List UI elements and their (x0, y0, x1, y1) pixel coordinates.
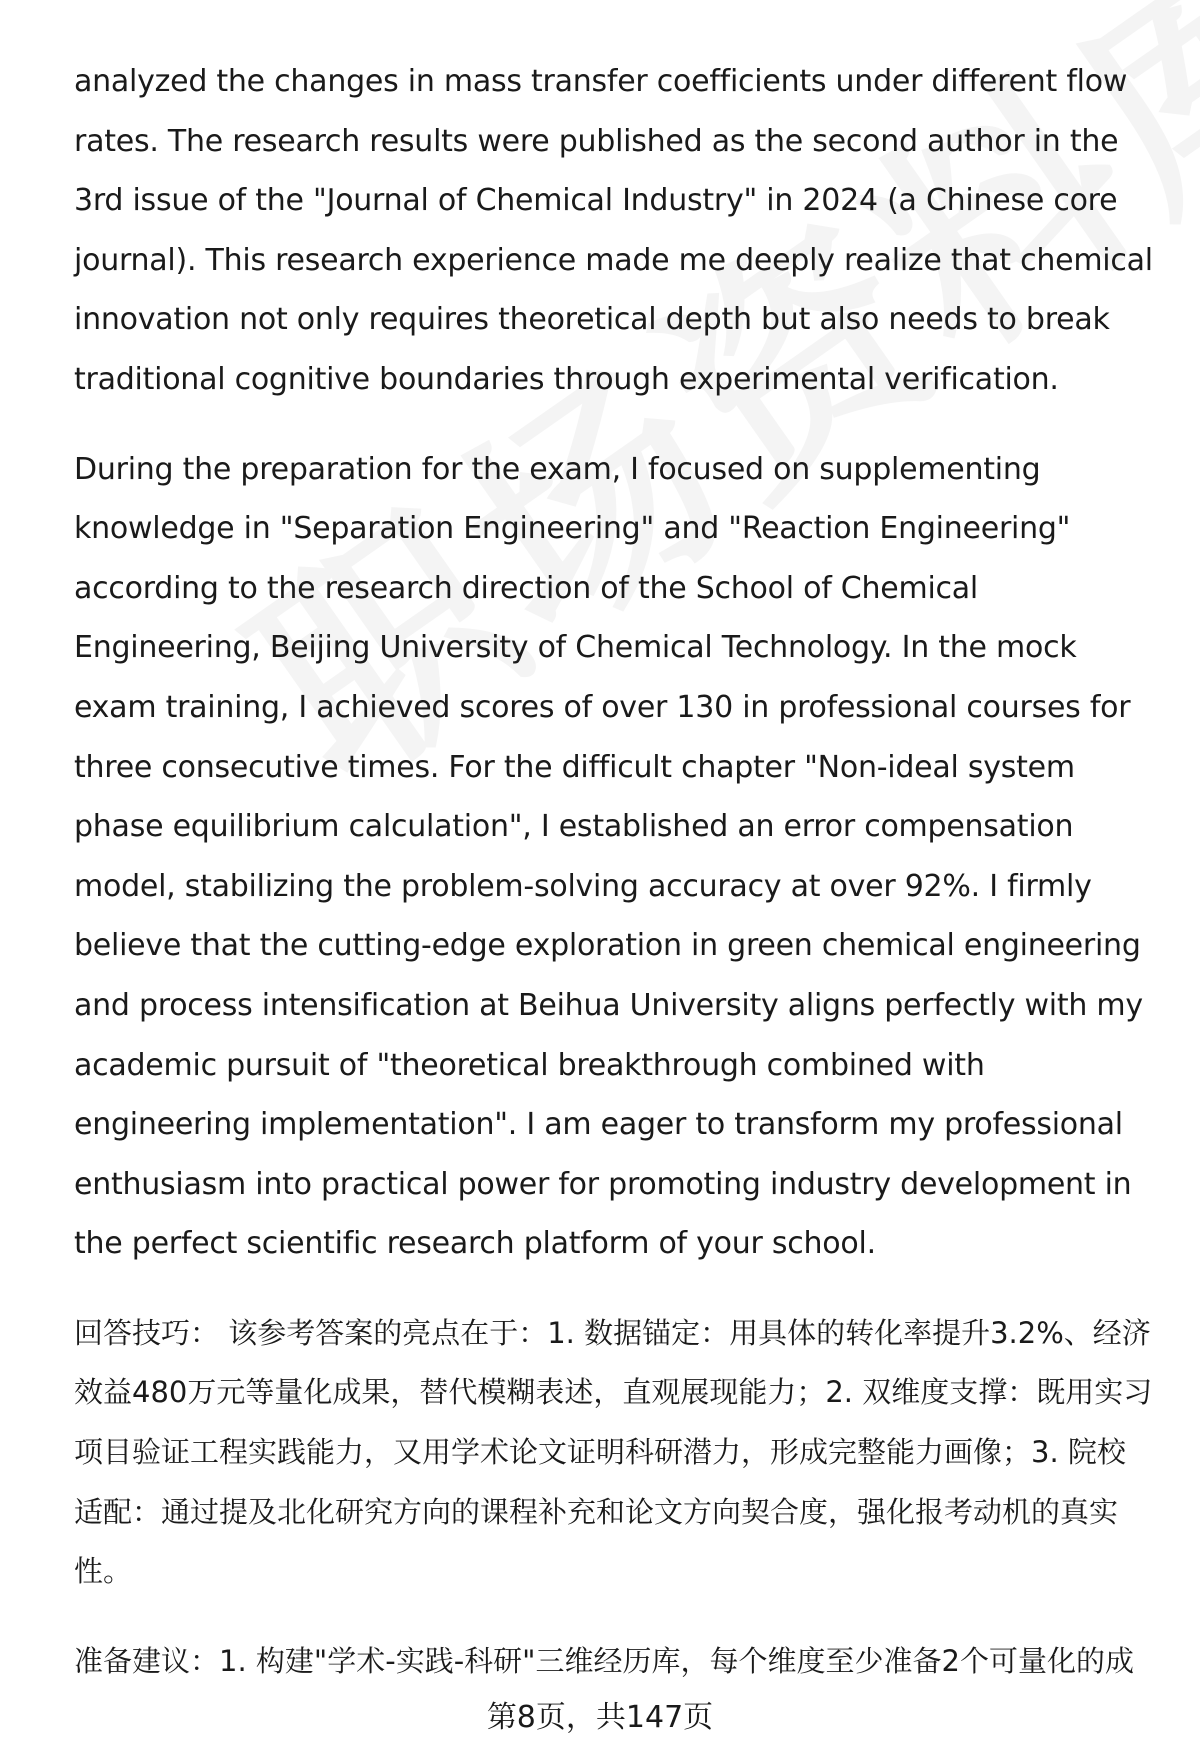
paragraph-answer-tips: 回答技巧： 该参考答案的亮点在于：1. 数据锚定：用具体的转化率提升3.2%、经济效益480万元等量化成果，替代模糊表述，直观展现能力；2. 双维度支撑：既用实习项目验证工程实践能力，又用学术论文证明科研潜力，形成完整能力画像；3. 院校适配：通过提及北化研究方向的课程补充和论文方向契合度，强化报考动机的真实性。 (74, 1315, 1153, 1589)
page-number-footer: 第8页，共147页 (486, 1700, 714, 1735)
paragraph-research-experience: analyzed the changes in mass transfer coefficients under different flow rates. The research results were published as the second author in the 3rd issue of the "Journal of Chemical Industry" in 2024 (a Chinese core journal). This research experience made me deeply realize that chemical innovation not only requires theoretical depth but also needs to break traditional cognitive boundaries through experimental verification. (74, 64, 1153, 397)
paragraph-preparation-advice: 准备建议：1. 构建"学术-实践-科研"三维经历库，每个维度至少准备2个可量化的成 (74, 1643, 1134, 1678)
paragraph-exam-preparation: During the preparation for the exam, I focused on supplementing knowledge in "Separation Engineering" and "Reaction Engineering" according to the research direction of the School of Chemical Engineering, Beijing University of Chemical Technology. In the mock exam training, I achieved scores of over 130 in professional courses for three consecutive times. For the difficult chapter "Non-ideal system phase equilibrium calculation", I established an error compensation model, stabilizing the problem-solving accuracy at over 92%. I firmly believe that the cutting-edge exploration in green chemical engineering and process intensification at Beihua University aligns perfectly with my academic pursuit of "theoretical breakthrough combined with engineering implementation". I am eager to transform my professional enthusiasm into practical power for promoting industry development in the perfect scientific research platform of your school. (74, 451, 1143, 1262)
document-body (74, 52, 1154, 1721)
